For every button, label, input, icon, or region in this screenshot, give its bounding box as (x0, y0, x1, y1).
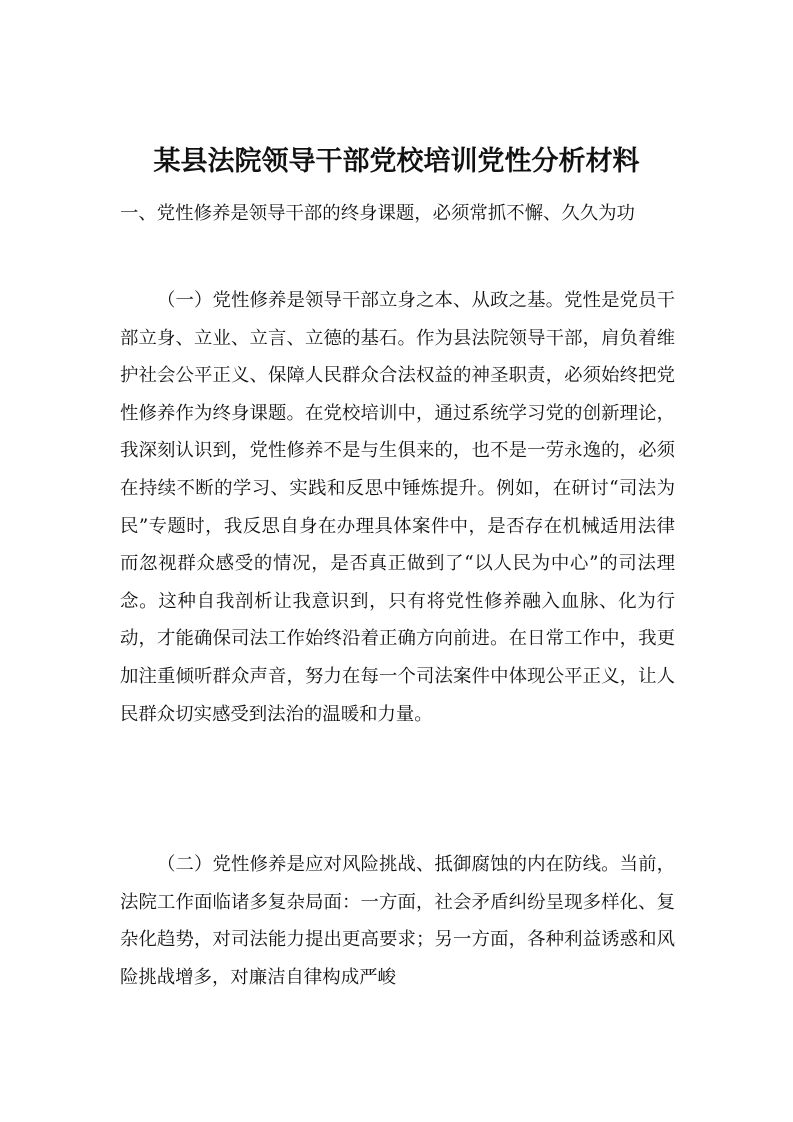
body-paragraph: （二）党性修养是应对风险挑战、抵御腐蚀的内在防线。当前，法院工作面临诸多复杂局面：一方面，社会矛盾纠纷呈现多样化、复杂化趋势，对司法能力提出更高要求；另一方面，各种利益诱惑和风险挑战增多，对廉洁自律构成严峻 (120, 854, 675, 988)
section-heading: 一、党性修养是领导干部的终身课题，必须常抓不懈、久久为功 (120, 203, 635, 224)
document-title: 某县法院领导干部党校培训党性分析材料 (153, 146, 640, 178)
body-paragraph: （一）党性修养是领导干部立身之本、从政之基。党性是党员干部立身、立业、立言、立德的基石。作为县法院领导干部，肩负着维护社会公平正义、保障人民群众合法权益的神圣职责，必须始终把党性修养作为终身课题。在党校培训中，通过系统学习党的创新理论，我深刻认识到，党性修养不是与生俱来的，也不是一劳永逸的，必须在持续不断的学习、实践和反思中锤炼提升。例如，在研讨“司法为民”专题时，我反思自身在办理具体案件中，是否存在机械适用法律而忽视群众感受的情况，是否真正做到了“以人民为中心”的司法理念。这种自我剖析让我意识到，只有将党性修养融入血脉、化为行动，才能确保司法工作始终沿着正确方向前进。在日常工作中，我更加注重倾听群众声音，努力在每一个司法案件中体现公平正义，让人民群众切实感受到法治的温暖和力量。 (120, 290, 675, 725)
